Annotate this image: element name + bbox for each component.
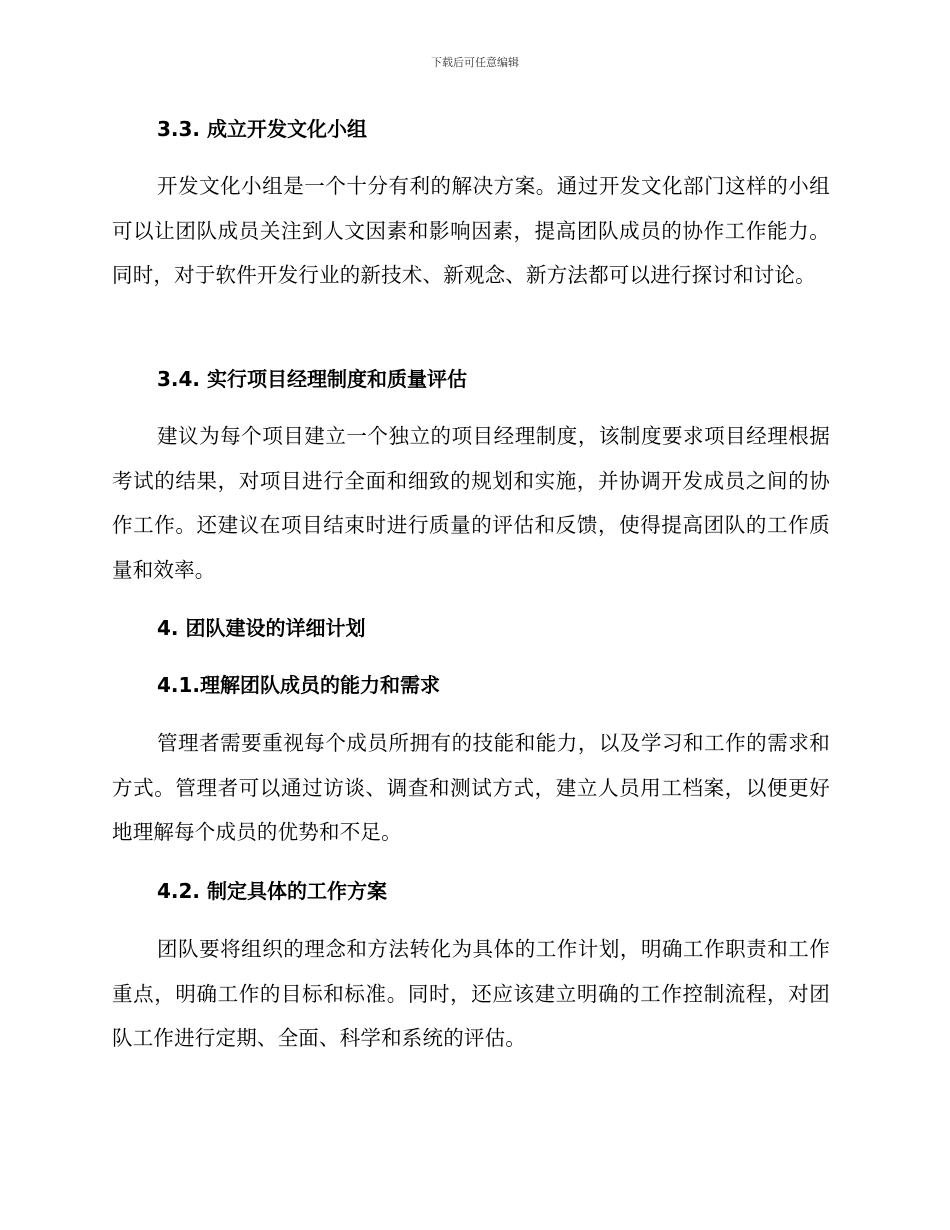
heading-4: 4. 团队建设的详细计划 [157, 616, 366, 640]
paragraph-3-4: 建议为每个项目建立一个独立的项目经理制度，该制度要求项目经理根据考试的结果，对项目进行全面和细致的规划和实施，并协调开发成员之间的协作工作。还建议在项目结束时进行质量的评估和反馈，使得提高团队的工作质量和效率。 [112, 424, 830, 582]
paragraph-3-3: 开发文化小组是一个十分有利的解决方案。通过开发文化部门这样的小组可以让团队成员关注到人文因素和影响因素，提高团队成员的协作工作能力。同时，对于软件开发行业的新技术、新观念、新方法都可以进行探讨和讨论。 [112, 174, 830, 287]
paragraph-4-2: 团队要将组织的理念和方法转化为具体的工作计划，明确工作职责和工作重点，明确工作的目标和标准。同时，还应该建立明确的工作控制流程，对团队工作进行定期、全面、科学和系统的评估。 [112, 937, 830, 1050]
heading-3-4: 3.4. 实行项目经理制度和质量评估 [157, 367, 467, 391]
heading-4-1: 4.1.理解团队成员的能力和需求 [157, 673, 441, 697]
paragraph-4-1: 管理者需要重视每个成员所拥有的技能和能力，以及学习和工作的需求和方式。管理者可以通过访谈、调查和测试方式，建立人员用工档案，以便更好地理解每个成员的优势和不足。 [112, 731, 830, 844]
heading-4-2: 4.2. 制定具体的工作方案 [157, 879, 387, 903]
header-note: 下载后可任意编辑 [431, 56, 519, 69]
heading-3-3: 3.3. 成立开发文化小组 [157, 117, 367, 141]
